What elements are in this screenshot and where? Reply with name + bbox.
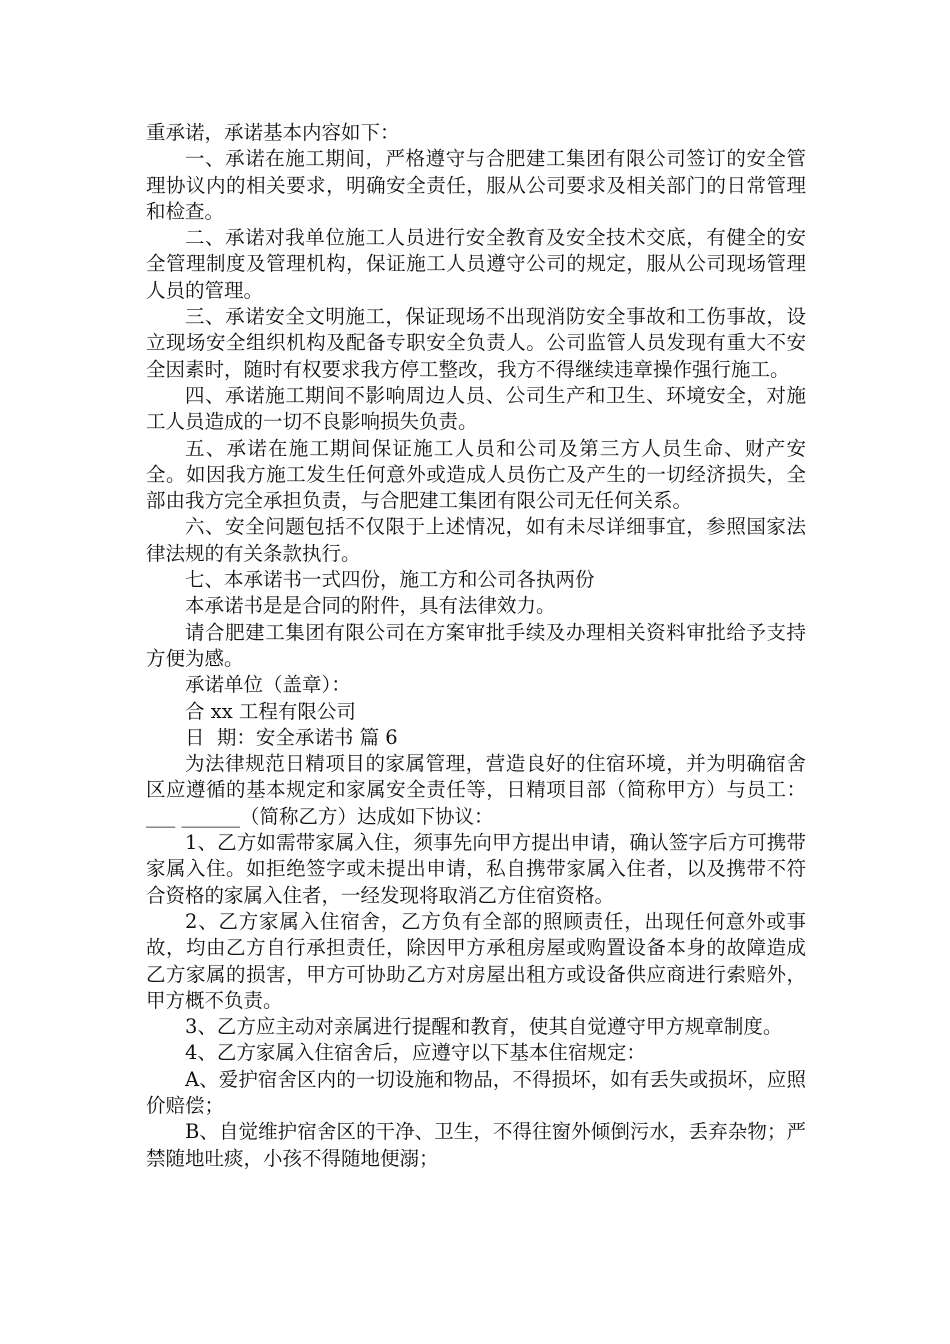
paragraph-18: 4、乙方家属入住宿舍后，应遵守以下基本住宿规定： bbox=[185, 1041, 646, 1065]
document-page bbox=[146, 120, 806, 1172]
paragraph-14: 为法律规范日精项目的家属管理，营造良好的住宿环境，并为明确宿舍区应遵循的基本规定和家属安全责任等，日精项目部（简称甲方）与员工：___ ______（简称乙方）达成如下协议： bbox=[146, 752, 806, 828]
paragraph-11: 承诺单位（盖章）： bbox=[185, 673, 351, 697]
paragraph-10: 请合肥建工集团有限公司在方案审批手续及办理相关资料审批给予支持方便为感。 bbox=[146, 620, 806, 670]
paragraph-13: 日 期：安全承诺书 篇 6 bbox=[185, 725, 398, 749]
paragraph-9: 本承诺书是是合同的附件，具有法律效力。 bbox=[185, 594, 556, 618]
paragraph-15: 1、乙方如需带家属入住，须事先向甲方提出申请，确认签字后方可携带家属入住。如拒绝签字或未提出申请，私自携带家属入住者，以及携带不符合资格的家属入住者，一经发现将取消乙方住宿资格。 bbox=[146, 831, 806, 907]
paragraph-20: B、自觉维护宿舍区的干净、卫生，不得往窗外倾倒污水，丢弃杂物；严禁随地吐痰，小孩不得随地便溺； bbox=[146, 1120, 806, 1170]
paragraph-3: 二、承诺对我单位施工人员进行安全教育及安全技术交底，有健全的安全管理制度及管理机构，保证施工人员遵守公司的规定，服从公司现场管理人员的管理。 bbox=[146, 226, 806, 302]
paragraph-16: 2、乙方家属入住宿舍，乙方负有全部的照顾责任，出现任何意外或事故，均由乙方自行承担责任，除因甲方承租房屋或购置设备本身的故障造成乙方家属的损害，甲方可协助乙方对房屋出租方或设备供应商进行索赔外，甲方概不负责。 bbox=[146, 909, 806, 1012]
paragraph-17: 3、乙方应主动对亲属进行提醒和教育，使其自觉遵守甲方规章制度。 bbox=[185, 1015, 783, 1039]
paragraph-5: 四、承诺施工期间不影响周边人员、公司生产和卫生、环境安全，对施工人员造成的一切不良影响损失负责。 bbox=[146, 383, 806, 434]
paragraph-1: 重承诺，承诺基本内容如下： bbox=[146, 121, 400, 144]
paragraph-2: 一、承诺在施工期间，严格遵守与合肥建工集团有限公司签订的安全管理协议内的相关要求，明确安全责任，服从公司要求及相关部门的日常管理和检查。 bbox=[146, 147, 806, 223]
paragraph-7: 六、安全问题包括不仅限于上述情况，如有未尽详细事宜，参照国家法律法规的有关条款执行。 bbox=[146, 515, 806, 565]
paragraph-4: 三、承诺安全文明施工，保证现场不出现消防安全事故和工伤事故，设立现场安全组织机构及配备专职安全负责人。公司监管人员发现有重大不安全因素时，随时有权要求我方停工整改，我方不得继续违章操作强行施工。 bbox=[146, 305, 806, 381]
paragraph-6: 五、承诺在施工期间保证施工人员和公司及第三方人员生命、财产安全。如因我方施工发生任何意外或造成人员伤亡及产生的一切经济损失，全部由我方完全承担负责，与合肥建工集团有限公司无任何关系。 bbox=[146, 436, 806, 513]
paragraph-19: A、爱护宿舍区内的一切设施和物品，不得损坏，如有丢失或损坏，应照价赔偿； bbox=[146, 1067, 806, 1117]
paragraph-8: 七、本承诺书一式四份，施工方和公司各执两份 bbox=[185, 568, 595, 592]
paragraph-12: 合 xx 工程有限公司 bbox=[185, 699, 356, 723]
